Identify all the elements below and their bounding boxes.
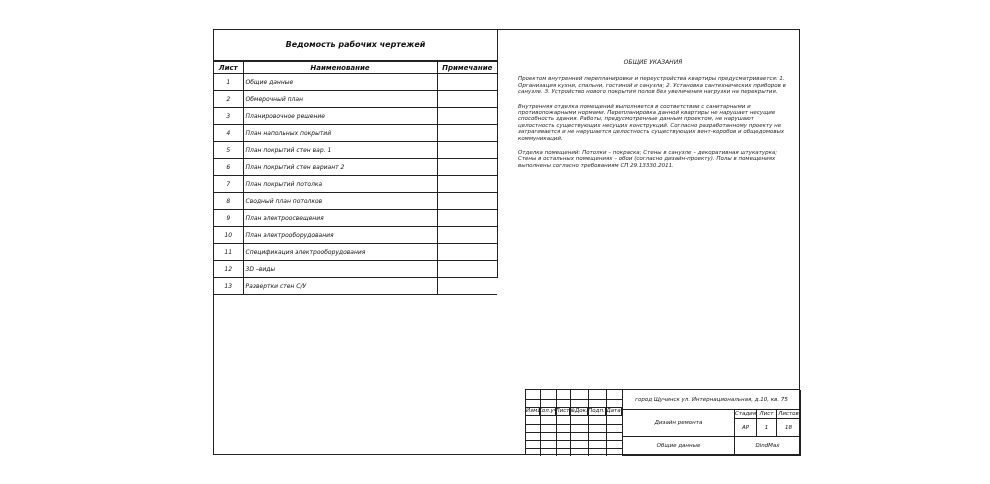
table-row [214, 227, 497, 244]
row-title: План покрытий стен вар. 1 [243, 142, 437, 159]
stamp-col: №Док. [569, 408, 588, 414]
row-number: 6 [214, 159, 243, 176]
table-row [214, 210, 497, 227]
stamp-col: Кол.уч [537, 408, 558, 414]
title-block [525, 389, 800, 455]
row-number: 5 [214, 142, 243, 159]
row-note [437, 91, 497, 108]
row-title: Планировочное решение [243, 108, 437, 125]
row-title: 3D –виды [243, 261, 437, 278]
stamp-stage: АР [735, 419, 757, 437]
stamp-col: Изм. [526, 408, 539, 414]
row-number: 11 [214, 244, 243, 261]
table-row [214, 244, 497, 261]
row-number: 3 [214, 108, 243, 125]
row-note [437, 108, 497, 125]
row-note [437, 159, 497, 176]
stamp-col: Подп. [588, 408, 605, 414]
row-number: 8 [214, 193, 243, 210]
header-row [214, 62, 497, 74]
row-title: План напольных покрытий [243, 125, 437, 142]
stamp-org: DindMax [735, 437, 801, 456]
row-number: 1 [214, 74, 243, 91]
row-number: 13 [214, 278, 243, 295]
row-title: Обмерочный план [243, 91, 437, 108]
row-note [437, 125, 497, 142]
row-title: План электрооборудования [243, 227, 437, 244]
stamp-col: Лист [555, 408, 570, 414]
stamp-sheet: 1 [757, 419, 777, 437]
col-sheet: Лист [214, 62, 243, 74]
table-row [214, 193, 497, 210]
row-note [437, 244, 497, 261]
table-row [214, 74, 497, 91]
stamp-col: Дата [606, 408, 621, 414]
row-note [437, 142, 497, 159]
sheets-register [214, 30, 498, 290]
row-note [437, 74, 497, 91]
row-note [437, 261, 497, 278]
table-row [214, 261, 497, 278]
stamp-address: город Щучинск ул. Интернациональная, д.10, кв. 75 [622, 390, 801, 410]
stamp-sheet-label: Лист [757, 410, 777, 419]
drawing-sheet [213, 29, 800, 455]
table-row [214, 125, 497, 142]
row-title: Общие данные [243, 74, 437, 91]
notes-title: ОБЩИЕ УКАЗАНИЯ [623, 59, 683, 66]
row-note [437, 278, 497, 295]
row-title: План электроосвещения [243, 210, 437, 227]
row-number: 10 [214, 227, 243, 244]
row-number: 9 [214, 210, 243, 227]
stamp-sheets: 18 [777, 419, 801, 437]
notes-paragraph: Отделка помещений: Потолки – покраска; Стены в санузле – декоративная штукатурка; Стены в остальных помещениях – обои (согласно дизайн-проекту). Полы в помещениях выполнены согласно требованиям СП 29.13330.2011. [518, 150, 778, 169]
table-row [214, 91, 497, 108]
stamp-sheets-label: Листов [777, 410, 801, 419]
table-row [214, 159, 497, 176]
col-name: Наименование [243, 62, 437, 74]
row-number: 7 [214, 176, 243, 193]
notes-paragraph: Проектом внутренней перепланировки и переустройства квартиры предусматривается: 1. Организация кухни, спальни, гостиной и санузла; 2. Установка сантехнических приборов в санузле. 3. Устройство нового покрытия полов без увеличения нагрузки на перекрытия. [518, 76, 786, 96]
row-note [437, 227, 497, 244]
row-note [437, 176, 497, 193]
row-title: Спецификация электрооборудования [243, 244, 437, 261]
table-row [214, 142, 497, 159]
row-number: 12 [214, 261, 243, 278]
row-title: План покрытий потолка [243, 176, 437, 193]
stamp-doc: Общие данные [622, 437, 735, 456]
register-title: Ведомость рабочих чертежей [214, 30, 497, 61]
row-note [437, 210, 497, 227]
stamp-project: Дизайн ремонта [622, 410, 735, 437]
row-number: 4 [214, 125, 243, 142]
row-number: 2 [214, 91, 243, 108]
notes-paragraph: Внутренняя отделка помещений выполняется в соответствии с санитарными и противопожарными нормами. Перепланировка данной квартиры не нарушает несущие способность здания. Работы, предусмотренные данным проектом, не нарушают целостность существующих несущих конструкций. Согласно разработанному проекту не затрагивается и не нарушается целостность существующих вент-коробов и общедомовых коммуникаций. [518, 103, 785, 142]
table-row [214, 108, 497, 125]
table-row [214, 176, 497, 193]
general-notes [518, 60, 788, 177]
row-note [437, 193, 497, 210]
stamp-stage-label: Стадия [734, 411, 757, 417]
row-title: План покрытий стен вариант 2 [243, 159, 437, 176]
register-table [214, 61, 497, 295]
row-title: Развертки стен С/У [243, 278, 437, 295]
col-note: Примечание [437, 62, 497, 74]
row-title: Сводный план потолков [243, 193, 437, 210]
table-row [214, 278, 497, 295]
